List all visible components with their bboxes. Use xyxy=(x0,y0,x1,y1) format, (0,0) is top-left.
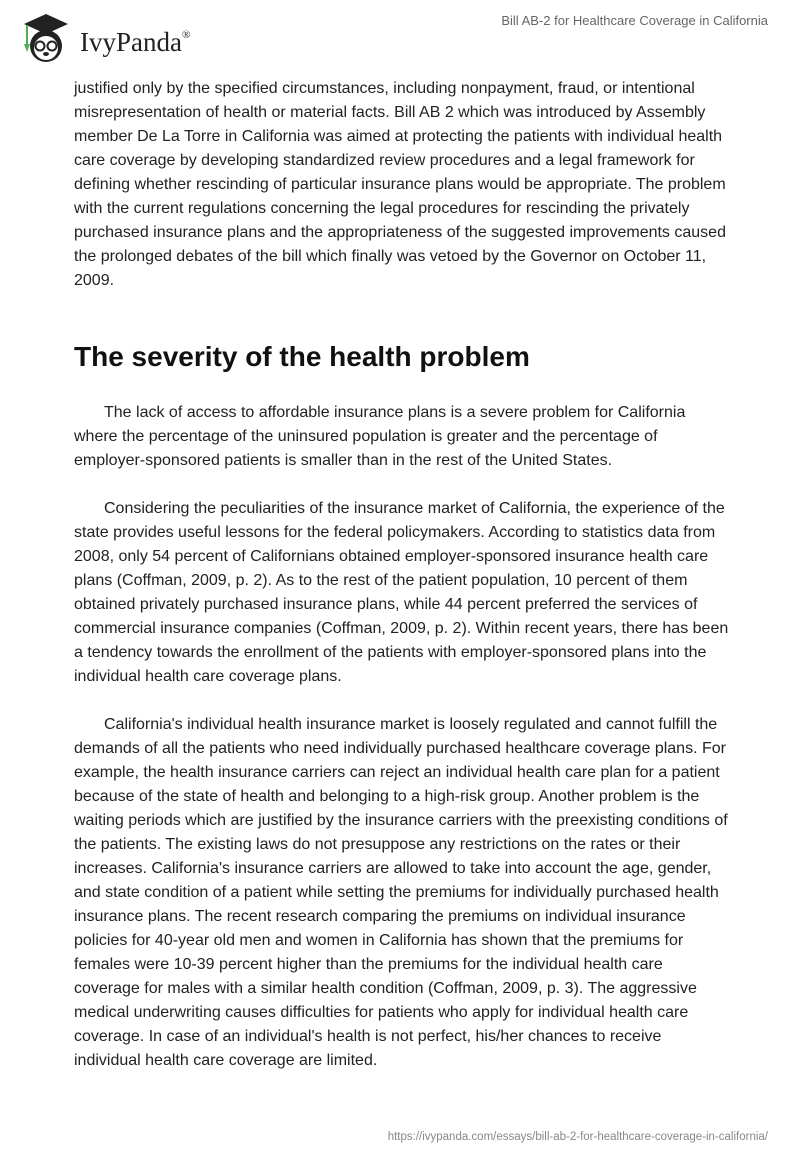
paragraph: justified only by the specified circumstances, including nonpayment, fraud, or intentional misrepresentation of health or material facts. Bill AB 2 which was introduced by Assembly member De La Torre in California was aimed at protecting the patients with individual health care coverage by developing standardized review procedures and a legal framework for defining whether rescinding of particular insurance plans would be appropriate. The problem with the current regulations concerning the legal procedures for rescinding the privately purchased insurance plans and the appropriateness of the suggested improvements caused the prolonged debates of the bill which finally was vetoed by the Governor on October 11, 2009. xyxy=(74,80,726,289)
essay-content xyxy=(74,77,730,1097)
document-title: Bill AB-2 for Healthcare Coverage in California xyxy=(501,13,768,28)
source-url: https://ivypanda.com/essays/bill-ab-2-for-healthcare-coverage-in-california/ xyxy=(387,1131,768,1143)
paragraph: The lack of access to affordable insurance plans is a severe problem for California where the percentage of the uninsured population is greater and the percentage of employer-sponsored patients is smaller than in the rest of the United States. xyxy=(74,404,686,469)
paragraph: Considering the peculiarities of the insurance market of California, the experience of the state provides useful lessons for the federal policymakers. According to statistics data from 2008, only 54 percent of Californians obtained employer-sponsored insurance health care plans (Coffman, 2009, p. 2). As to the rest of the patient population, 10 percent of them obtained privately purchased insurance plans, while 44 percent preferred the services of commercial insurance companies (Coffman, 2009, p. 2). Within recent years, there has been a tendency towards the enrollment of the patients with employer-sponsored plans into the individual health care coverage plans. xyxy=(74,500,729,685)
logo-text: IvyPanda® xyxy=(80,26,191,57)
section-heading: The severity of the health problem xyxy=(74,341,530,372)
ivypanda-logo[interactable] xyxy=(18,10,190,66)
paragraph: California's individual health insurance market is loosely regulated and cannot fulfill the demands of all the patients who need individually purchased healthcare coverage plans. For example, the health insurance carriers can reject an individual health care plan for a patient because of the state of health and belonging to a high-risk group. Another problem is the waiting periods which are justified by the insurance carriers with the preexisting conditions of the patients. The existing laws do not presuppose any restrictions on the rates or their increases. California's insurance carriers are allowed to take into account the age, gender, and state condition of a patient while setting the premiums for individually purchased health insurance plans. The recent research comparing the premiums on individual insurance policies for 40-year old men and women in California has shown that the premiums for females were 10-39 percent higher than the premiums for the individual health care coverage for males with a similar health condition (Coffman, 2009, p. 3). The aggressive medical underwriting causes difficulties for patients who apply for individual health care coverage. In case of an individual's health is not perfect, his/her chances to receive individual health care coverage are limited. xyxy=(74,716,728,1069)
panda-graduate-icon xyxy=(18,10,74,66)
